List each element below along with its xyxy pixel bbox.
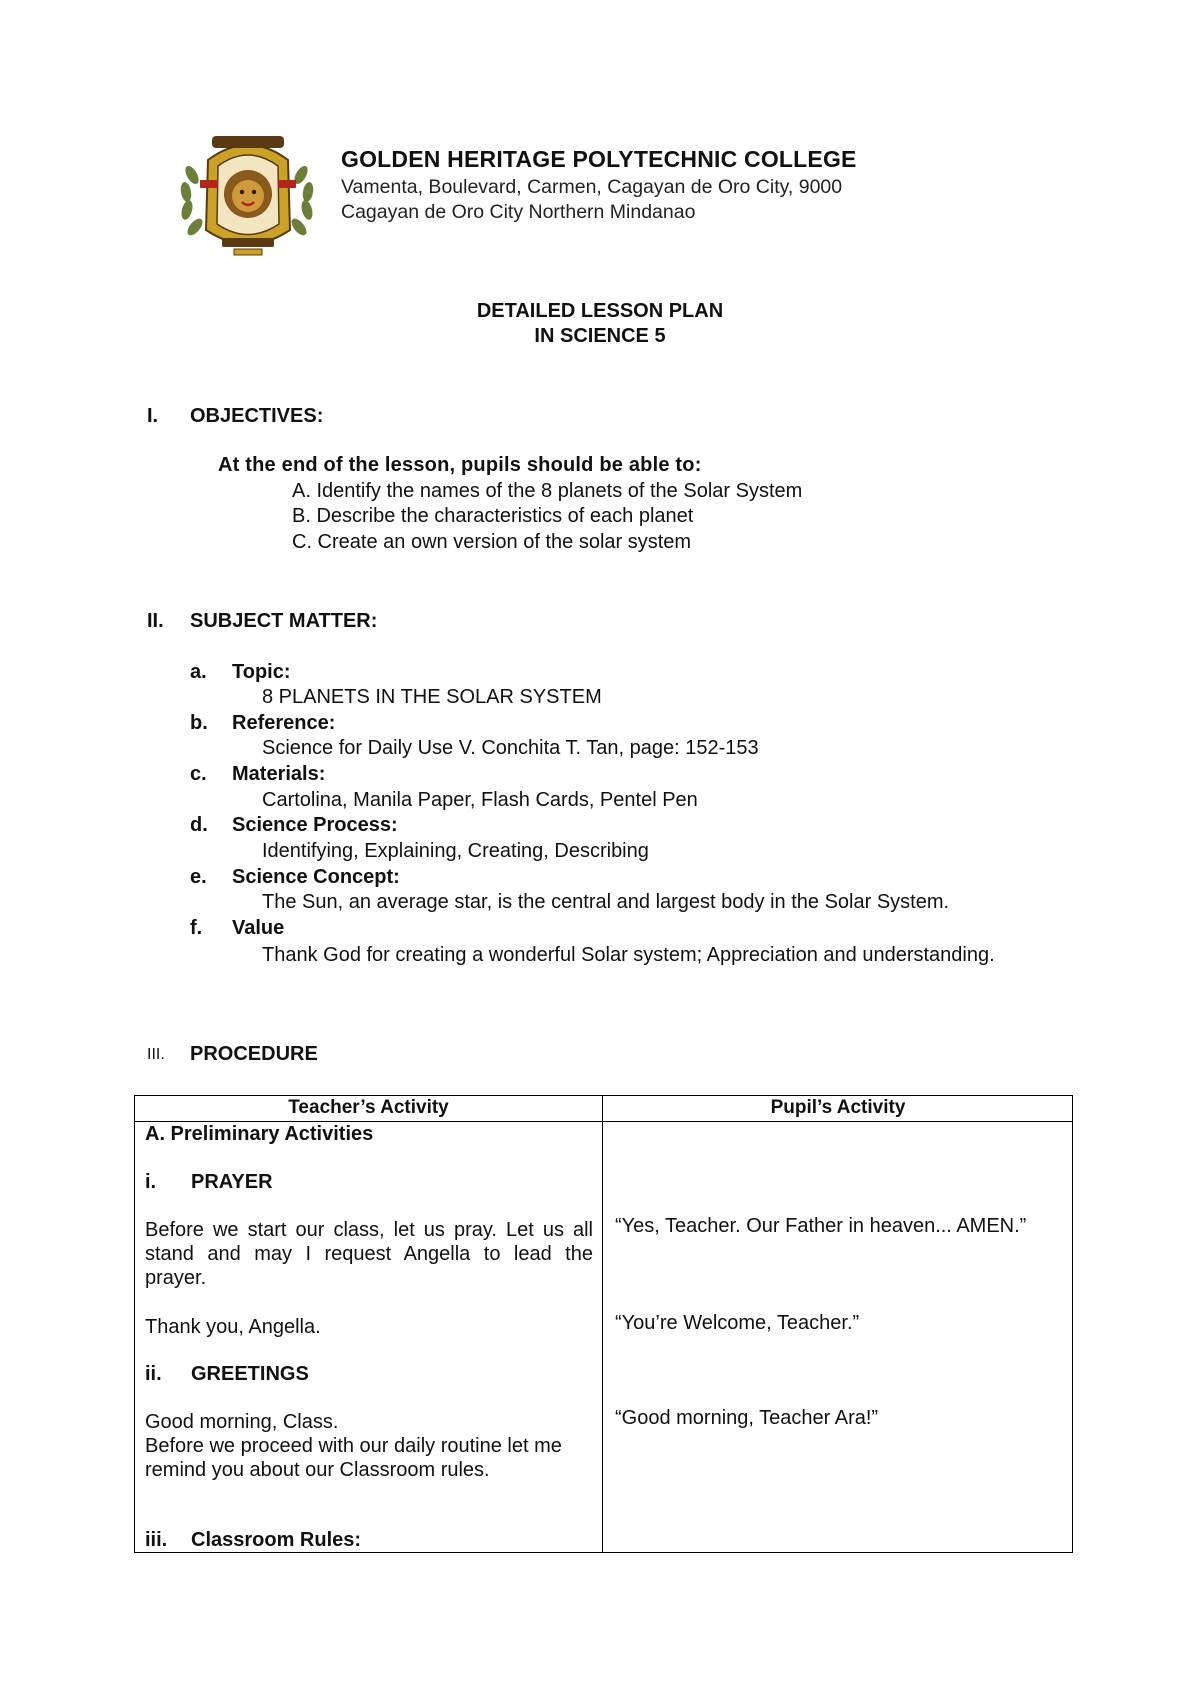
section-number-objectives: I. — [147, 405, 159, 427]
item-letter: d. — [190, 814, 208, 836]
college-name: GOLDEN HERITAGE POLYTECHNIC COLLEGE — [341, 146, 857, 172]
item-letter: e. — [190, 866, 207, 888]
item-letter: f. — [190, 917, 203, 939]
preliminary-activities-heading: A. Preliminary Activities — [145, 1123, 374, 1145]
item-label-reference: Reference: — [232, 712, 336, 734]
college-seal-logo — [178, 130, 318, 260]
section-number-subject-matter: II. — [147, 610, 164, 632]
item-letter: a. — [190, 661, 207, 683]
item-text-science-process: Identifying, Explaining, Creating, Describing — [262, 840, 649, 862]
section-heading-procedure: PROCEDURE — [190, 1043, 318, 1065]
thanks-text: Thank you, Angella. — [145, 1316, 321, 1338]
greeting-text: Good morning, Class. — [145, 1411, 339, 1433]
greetings-heading: GREETINGS — [191, 1363, 309, 1385]
college-seal-lion-icon — [178, 130, 318, 260]
section-number-procedure: III. — [147, 1046, 165, 1063]
classroom-rules-number: iii. — [145, 1529, 168, 1551]
item-letter: c. — [190, 763, 207, 785]
section-heading-subject-matter: SUBJECT MATTER: — [190, 610, 378, 632]
item-label-science-process: Science Process: — [232, 814, 398, 836]
address-line-1: Vamenta, Boulevard, Carmen, Cagayan de Oro City, 9000 — [341, 176, 843, 198]
item-label-topic: Topic: — [232, 661, 291, 683]
pupil-greeting-response: “Good morning, Teacher Ara!” — [615, 1407, 879, 1429]
document-title: DETAILED LESSON PLAN — [476, 300, 724, 322]
classroom-rules-heading: Classroom Rules: — [191, 1529, 362, 1551]
prayer-instruction: Before we start our class, let us pray. Let us all stand and may I request Angella to lead the prayer. — [145, 1219, 593, 1289]
objective-item: C. Create an own version of the solar system — [292, 531, 692, 553]
objective-item: A. Identify the names of the 8 planets of the Solar System — [292, 480, 803, 502]
pupil-prayer-response: “Yes, Teacher. Our Father in heaven... AMEN.” — [615, 1215, 1027, 1237]
prayer-heading: PRAYER — [191, 1171, 273, 1193]
pupil-welcome-response: “You’re Welcome, Teacher.” — [615, 1312, 860, 1334]
table-column-divider — [602, 1096, 603, 1552]
item-text-reference: Science for Daily Use V. Conchita T. Tan, page: 152-153 — [262, 737, 759, 759]
address-line-2: Cagayan de Oro City Northern Mindanao — [341, 201, 696, 223]
document-subtitle: IN SCIENCE 5 — [534, 325, 666, 347]
procedure-table — [134, 1095, 1073, 1553]
classroom-rules-reminder: Before we proceed with our daily routine let me remind you about our Classroom rules. — [145, 1435, 562, 1481]
greetings-number: ii. — [145, 1363, 162, 1385]
prayer-number: i. — [145, 1171, 157, 1193]
objective-item: B. Describe the characteristics of each planet — [292, 505, 694, 527]
objectives-lead: At the end of the lesson, pupils should be able to: — [218, 454, 702, 476]
item-text-value: Thank God for creating a wonderful Solar system; Appreciation and understanding. — [262, 944, 995, 966]
table-header-teacher: Teacher’s Activity — [288, 1097, 449, 1118]
item-label-science-concept: Science Concept: — [232, 866, 400, 888]
table-header-pupil: Pupil’s Activity — [770, 1097, 906, 1118]
item-text-science-concept: The Sun, an average star, is the central and largest body in the Solar System. — [262, 891, 950, 913]
item-label-value: Value — [232, 917, 285, 939]
item-text-topic: 8 PLANETS IN THE SOLAR SYSTEM — [262, 686, 602, 708]
item-text-materials: Cartolina, Manila Paper, Flash Cards, Pentel Pen — [262, 789, 698, 811]
section-heading-objectives: OBJECTIVES: — [190, 405, 324, 427]
item-label-materials: Materials: — [232, 763, 326, 785]
item-letter: b. — [190, 712, 208, 734]
